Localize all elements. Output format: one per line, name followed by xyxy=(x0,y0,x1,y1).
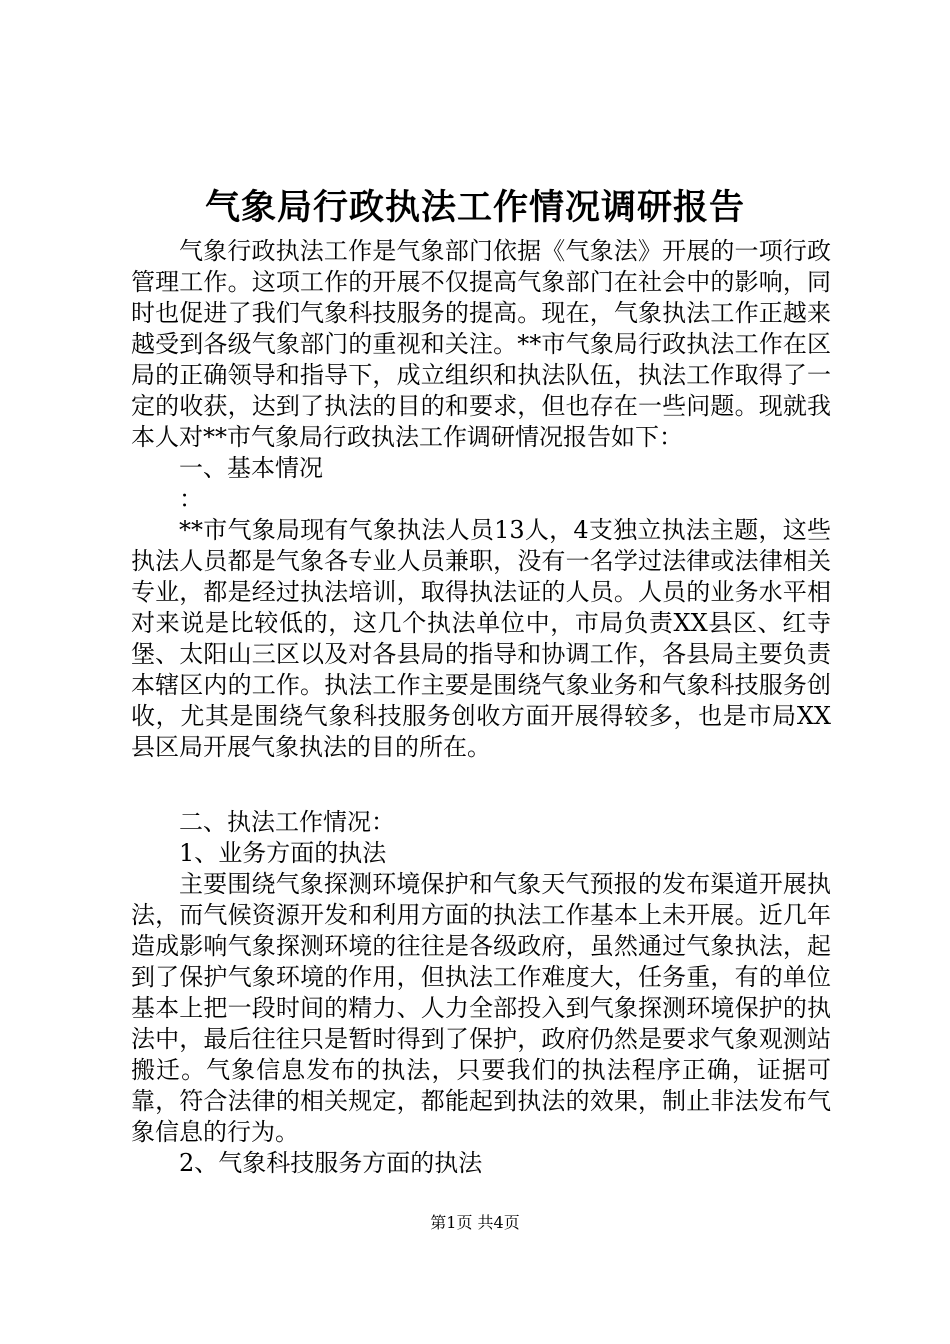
subsection-heading-tech-service: 2、气象科技服务方面的执法 xyxy=(179,1149,483,1177)
document-title: 气象局行政执法工作情况调研报告 xyxy=(204,187,745,228)
paragraph-gap xyxy=(131,763,831,807)
section-heading-enforcement: 二、执法工作情况： xyxy=(179,808,395,836)
page-number-footer: 第1页 共4页 xyxy=(430,1213,520,1232)
subsection-heading-business: 1、业务方面的执法 xyxy=(179,839,387,867)
section-heading-basic: 一、基本情况 xyxy=(179,454,323,482)
paragraph-colon: ： xyxy=(179,485,203,513)
paragraph-business: 主要围绕气象探测环境保护和气象天气预报的发布渠道开展执法，而气候资源开发和利用方面的执法工作基本上未开展。近几年造成影响气象探测环境的往往是各级政府，虽然通过气象执法，起到了保护气象环境的作用，但执法工作难度大，任务重，有的单位基本上把一段时间的精力、人力全部投入到气象探测环境保护的执法中，最后往往只是暂时得到了保护，政府仍然是要求气象观测站搬迁。气象信息发布的执法，只要我们的执法程序正确，证据可靠，符合法律的相关规定，都能起到执法的效果，制止非法发布气象信息的行为。 xyxy=(131,870,831,1146)
paragraph-intro: 气象行政执法工作是气象部门依据《气象法》开展的一项行政管理工作。这项工作的开展不仅提高气象部门在社会中的影响，同时也促进了我们气象科技服务的提高。现在，气象执法工作正越来越受到各级气象部门的重视和关注。**市气象局行政执法工作在区局的正确领导和指导下，成立组织和执法队伍，执法工作取得了一定的收获，达到了执法的目的和要求，但也存在一些问题。现就我本人对**市气象局行政执法工作调研情况报告如下： xyxy=(131,237,831,451)
document-body xyxy=(131,236,831,1179)
paragraph-basic-info: **市气象局现有气象执法人员13人，4支独立执法主题，这些执法人员都是气象各专业人员兼职，没有一名学过法律或法律相关专业，都是经过执法培训，取得执法证的人员。人员的业务水平相对来说是比较低的，这几个执法单位中，市局负责XX县区、红寺堡、太阳山三区以及对各县局的指导和协调工作，各县局主要负责本辖区内的工作。执法工作主要是围绕气象业务和气象科技服务创收，尤其是围绕气象科技服务创收方面开展得较多，也是市局XX县区局开展气象执法的目的所在。 xyxy=(131,516,831,761)
